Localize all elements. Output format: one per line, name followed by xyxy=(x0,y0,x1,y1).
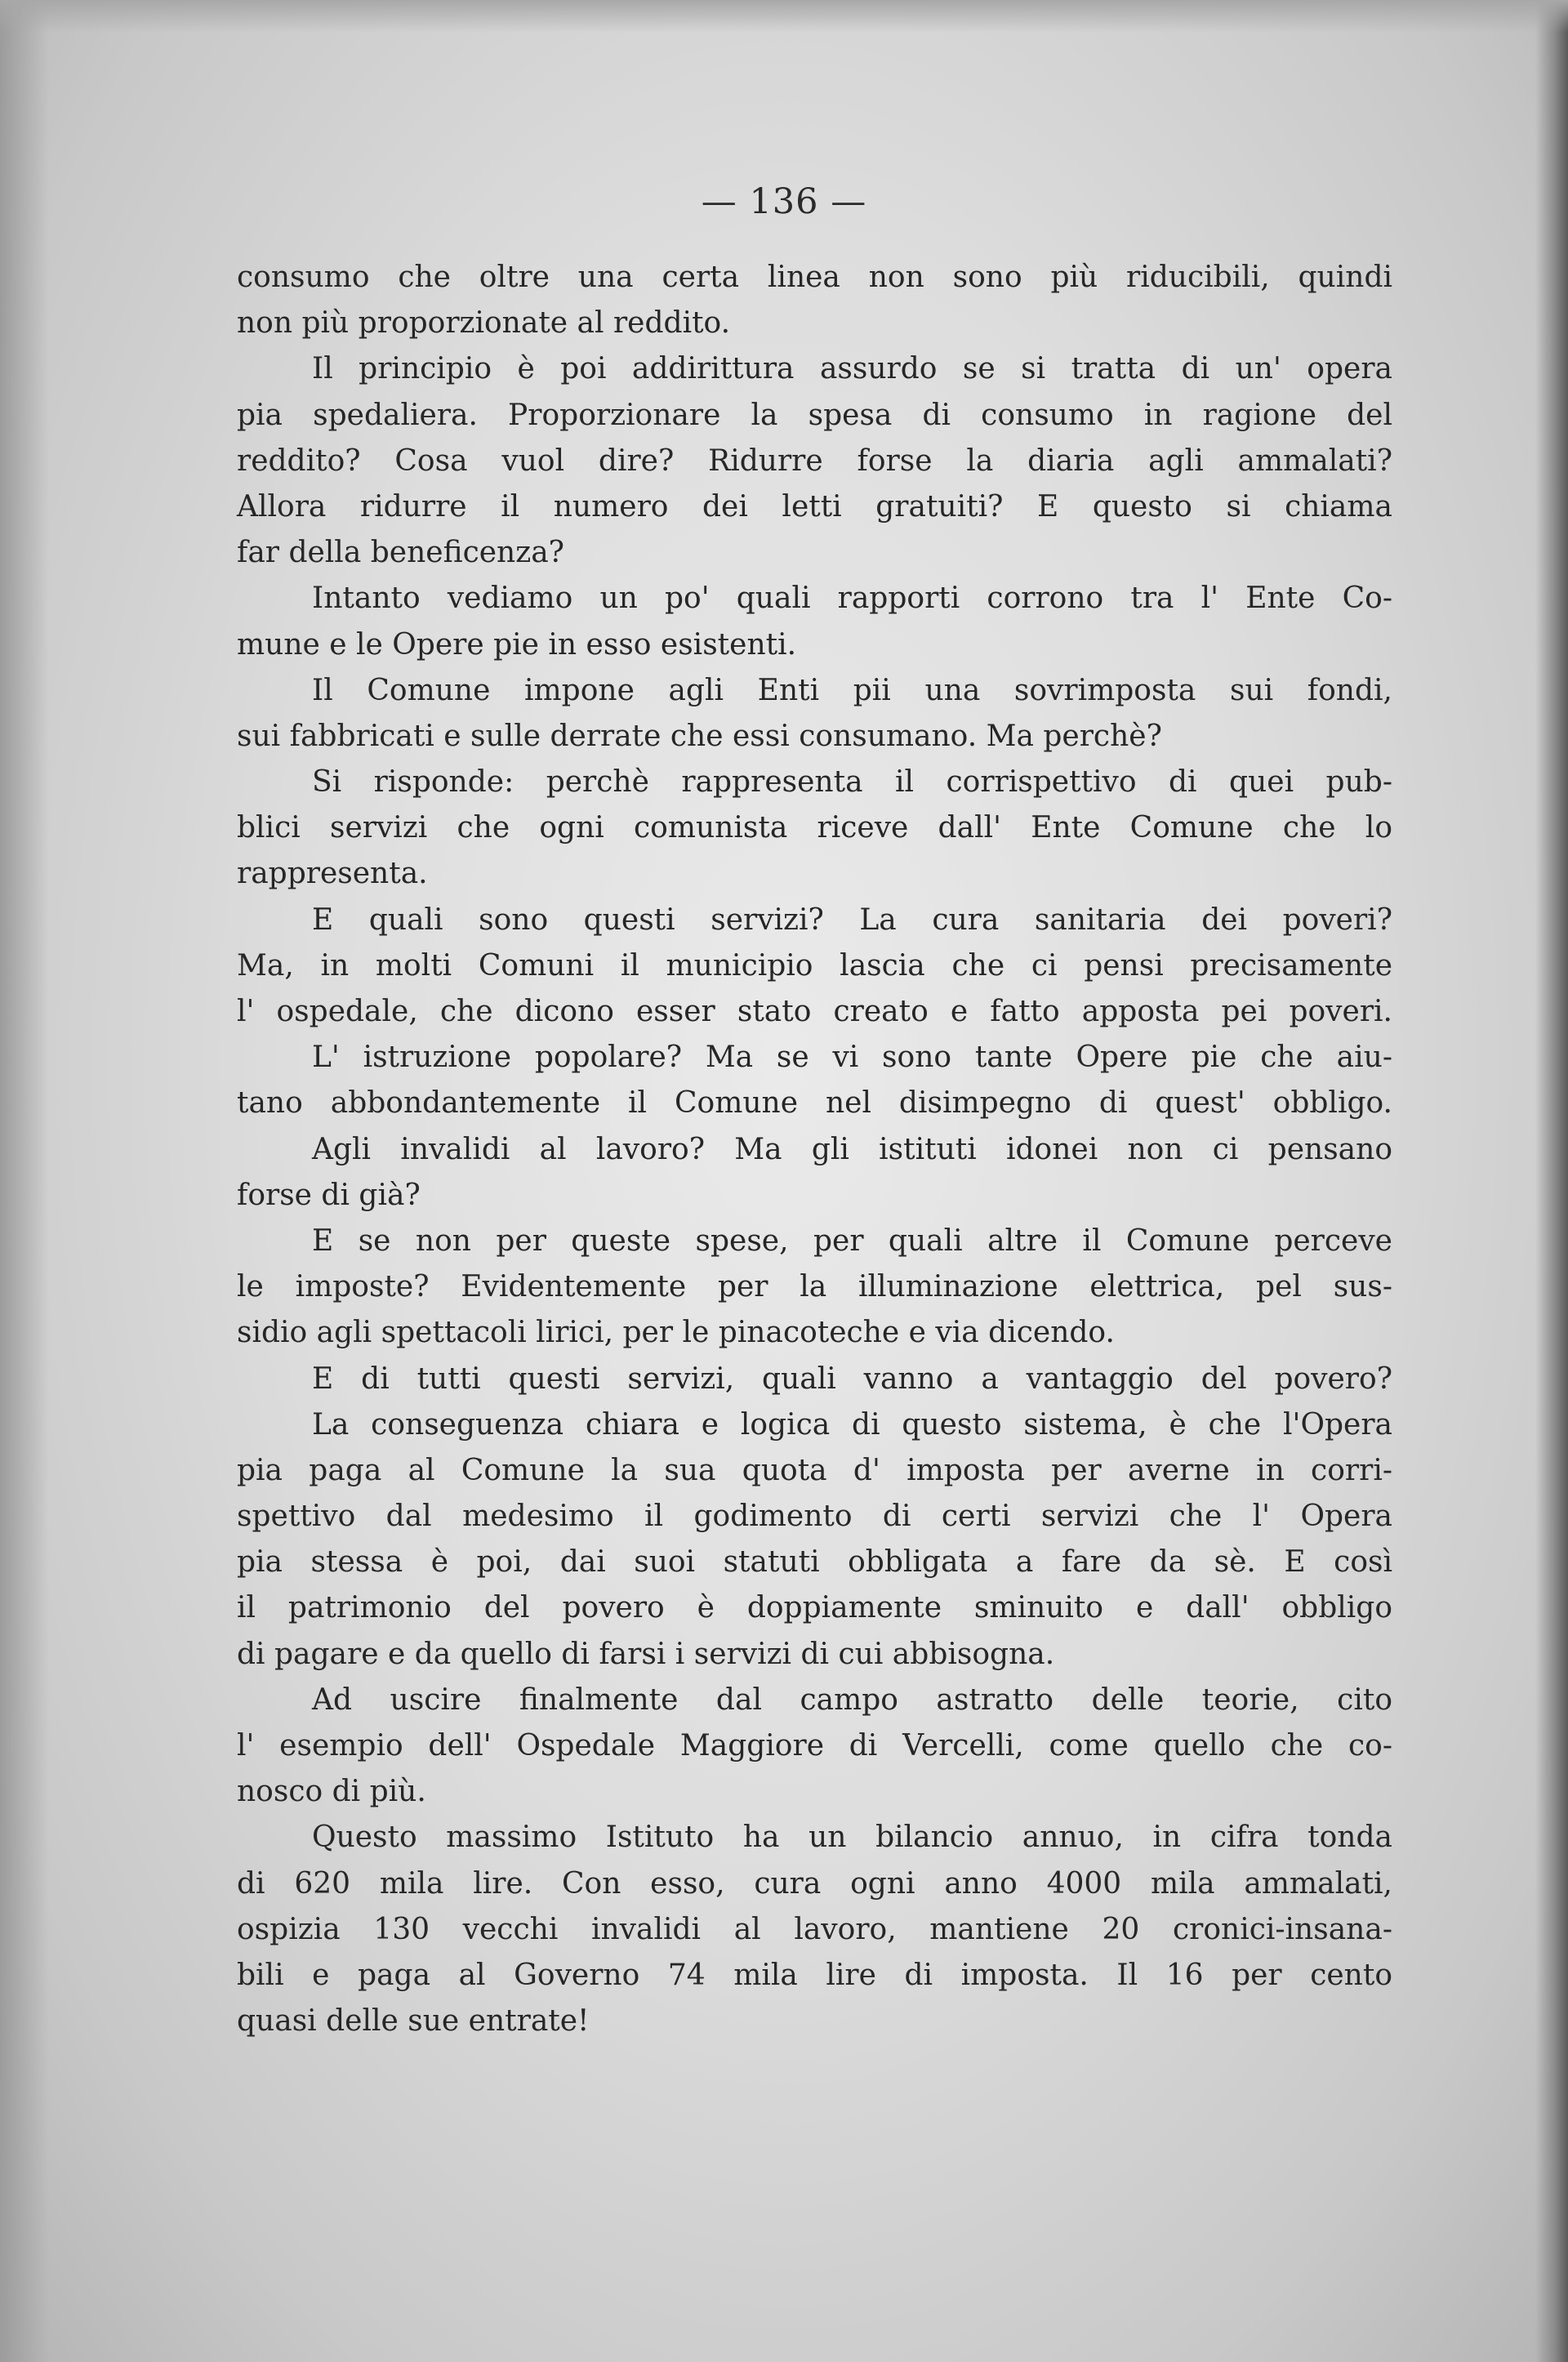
text-line: reddito? Cosa vuol dire? Ridurre forse la diaria agli ammalati? xyxy=(237,443,1392,478)
text-line: E quali sono questi servizi? La cura sanitaria dei poveri? xyxy=(312,902,1392,937)
text-line: bili e paga al Governo 74 mila lire di imposta. Il 16 per cento xyxy=(237,1958,1392,1992)
text-line: E di tutti questi servizi, quali vanno a vantaggio del povero? xyxy=(312,1361,1392,1396)
text-line: rappresenta. xyxy=(237,857,428,891)
text-line: forse di già? xyxy=(237,1178,421,1212)
text-line: pia stessa è poi, dai suoi statuti obbligata a fare da sè. E così xyxy=(237,1545,1392,1580)
scan-shadow-top xyxy=(0,0,1568,33)
text-line: nosco di più. xyxy=(237,1775,426,1809)
text-line: La conseguenza chiara e logica di questo sistema, è che l'Opera xyxy=(312,1407,1392,1442)
text-line: far della beneficenza? xyxy=(237,536,564,570)
text-line: tano abbondantemente il Comune nel disimpegno di quest' obbligo. xyxy=(237,1086,1392,1121)
text-line: di pagare e da quello di farsi i servizi di cui abbisogna. xyxy=(237,1637,1055,1671)
page-number: — 136 — xyxy=(701,181,867,222)
text-line: E se non per queste spese, per quali altre il Comune perceve xyxy=(312,1223,1392,1258)
text-line: il patrimonio del povero è doppiamente sminuito e dall' obbligo xyxy=(237,1591,1392,1625)
scan-shadow-right xyxy=(1535,0,1568,2362)
text-line: Agli invalidi al lavoro? Ma gli istituti idonei non ci pensano xyxy=(312,1132,1392,1166)
text-line: ospizia 130 vecchi invalidi al lavoro, mantiene 20 cronici-insana- xyxy=(237,1912,1392,1946)
text-line: mune e le Opere pie in esso esistenti. xyxy=(237,627,797,662)
text-line: l' ospedale, che dicono esser stato creato e fatto apposta pei poveri. xyxy=(237,995,1392,1028)
text-line: l' esempio dell' Ospedale Maggiore di Vercelli, come quello che co- xyxy=(237,1729,1392,1763)
text-line: L' istruzione popolare? Ma se vi sono tante Opere pie che aiu- xyxy=(312,1041,1392,1075)
text-line: Il Comune impone agli Enti pii una sovrimposta sui fondi, xyxy=(312,673,1392,707)
text-line: Intanto vediamo un po' quali rapporti corrono tra l' Ente Co- xyxy=(312,582,1392,616)
text-line: Ma, in molti Comuni il municipio lascia che ci pensi precisamente xyxy=(237,948,1392,983)
body-text xyxy=(237,255,1392,2044)
text-line: le imposte? Evidentemente per la illuminazione elettrica, pel sus- xyxy=(237,1270,1392,1304)
text-line: pia spedaliera. Proporzionare la spesa di consumo in ragione del xyxy=(237,398,1392,432)
text-line: sui fabbricati e sulle derrate che essi consumano. Ma perchè? xyxy=(237,719,1162,753)
text-line: spettivo dal medesimo il godimento di certi servizi che l' Opera xyxy=(237,1500,1392,1534)
text-line: Il principio è poi addirittura assurdo se si tratta di un' opera xyxy=(312,352,1392,386)
text-line: blici servizi che ogni comunista riceve dall' Ente Comune che lo xyxy=(237,811,1392,845)
text-line: quasi delle sue entrate! xyxy=(237,2004,590,2039)
text-line: Allora ridurre il numero dei letti gratuiti? E questo si chiama xyxy=(237,489,1392,524)
text-line: sidio agli spettacoli lirici, per le pinacoteche e via dicendo. xyxy=(237,1316,1115,1350)
text-line: di 620 mila lire. Con esso, cura ogni anno 4000 mila ammalati, xyxy=(237,1866,1392,1901)
text-line: consumo che oltre una certa linea non sono più riducibili, quindi xyxy=(237,261,1392,294)
text-line: pia paga al Comune la sua quota d' imposta per averne in corri- xyxy=(237,1453,1392,1487)
text-line: Si risponde: perchè rappresenta il corrispettivo di quei pub- xyxy=(312,765,1392,800)
text-line: Ad uscire finalmente dal campo astratto delle teorie, cito xyxy=(312,1682,1392,1717)
scan-shadow-left xyxy=(0,0,49,2362)
text-line: non più proporzionate al reddito. xyxy=(237,306,731,341)
text-line: Questo massimo Istituto ha un bilancio annuo, in cifra tonda xyxy=(312,1821,1392,1855)
